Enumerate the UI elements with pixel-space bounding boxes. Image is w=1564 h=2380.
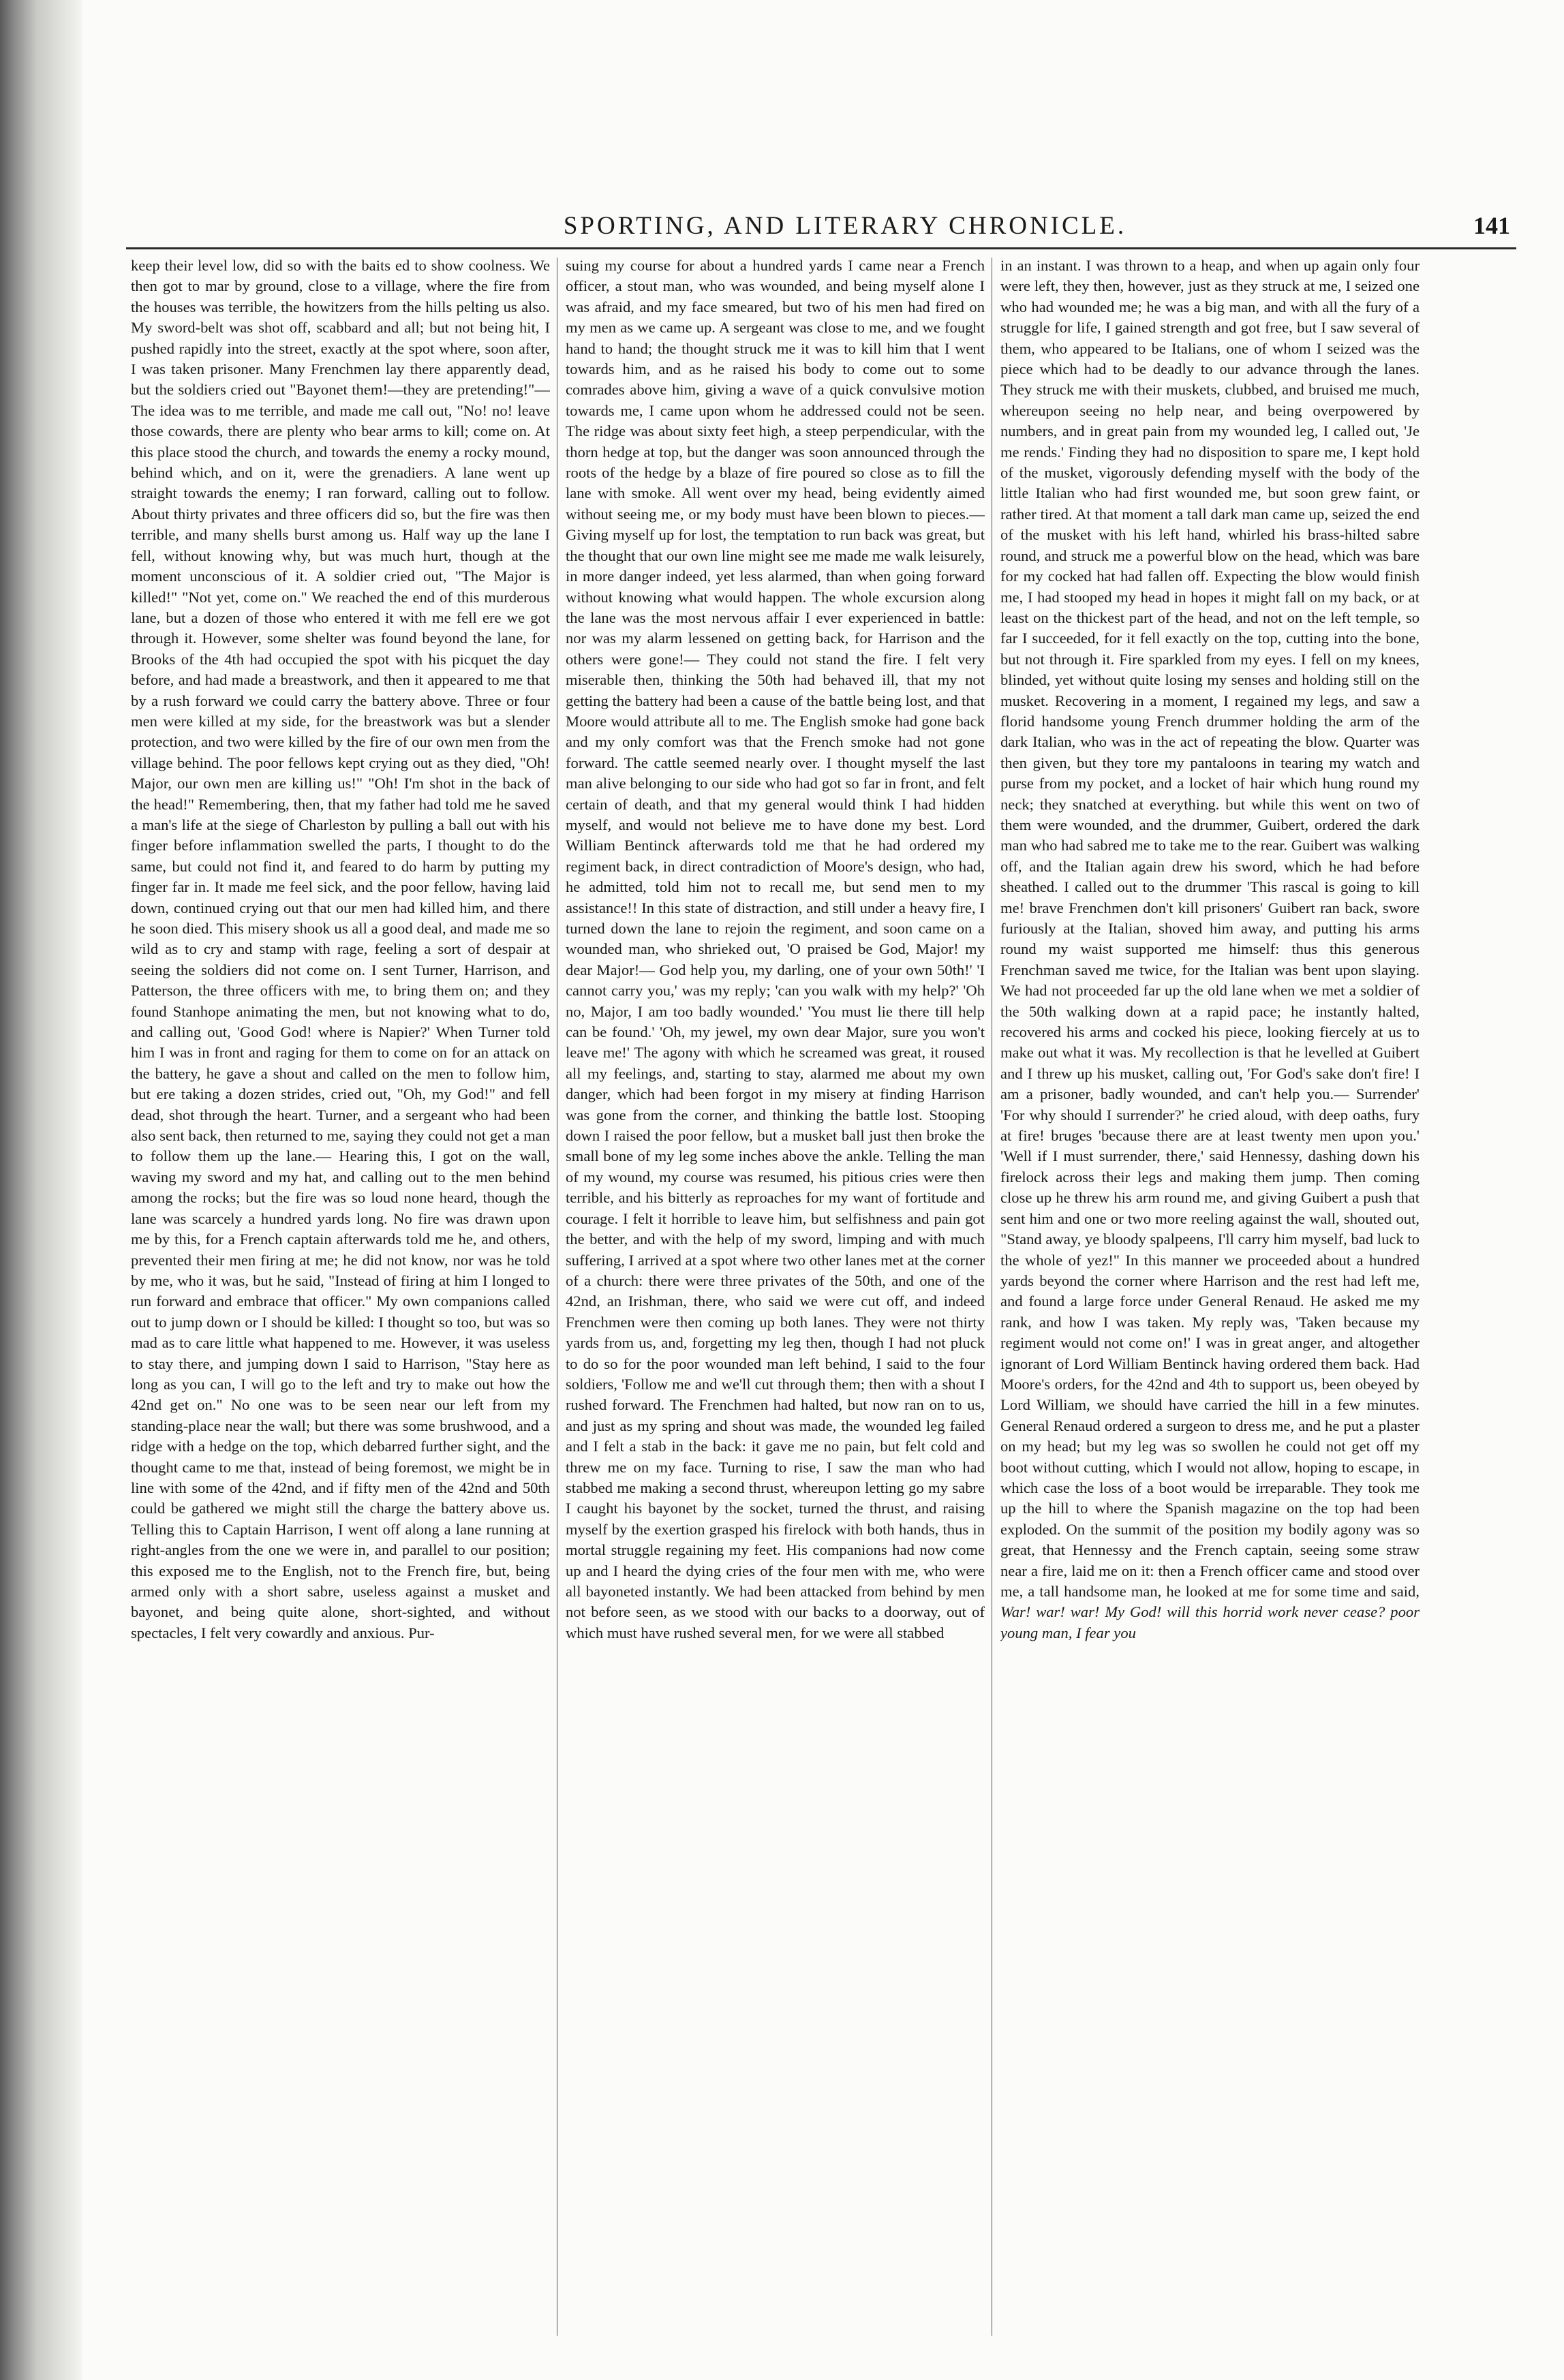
page-header [123,204,1520,245]
text-column-3 [1000,256,1420,2340]
column-3-body: in an instant. I was thrown to a heap, and when up again only four were left, they then, however, just as they struck at me, I seized one who had wounded me; he was a big man, and with all the fury of a struggle for life, I gained strength and got free, but I saw several of them, who appeared to be Italians, one of whom I seized was the piece which had to be deadly to our advance through the lanes. They struck me with their muskets, clubbed, and bruised me much, whereupon seeing no help near, and being overpowered by numbers, and in great pain from my wounded leg, I called out, 'Je me rends.' Finding they had no disposition to spare me, I kept hold of the musket, vigorously defending myself with the body of the little Italian who had first wounded me, but soon grew faint, or rather tired. At that moment a tall dark man came up, seized the end of the musket with his left hand, whirled his brass-hilted sabre round, and struck me a powerful blow on the head, which was bare for my cocked hat had fallen off. Expecting the blow would finish me, I had stooped my head in hopes it might fall on my back, or at least on the thickest part of the head, and not on the left temple, so far I succeeded, for it fell exactly on the top, cutting into the bone, but not through it. Fire sparkled from my eyes. I fell on my knees, blinded, yet without quite losing my senses and holding still on the musket. Recovering in a moment, I regained my legs, and saw a florid handsome young French drummer holding the arm of the dark Italian, who was in the act of repeating the blow. Quarter was then given, but they tore my pantaloons in tearing my watch and purse from my pocket, and a locket of hair which hung round my neck; they snatched at everything. but while this went on two of them were wounded, and the drummer, Guibert, ordered the dark man who had sabred me to take me to the rear. Guibert was walking off, and the Italian again drew his sword, which he had before sheathed. I called out to the drummer 'This rascal is going to kill me! brave Frenchmen don't kill prisoners' Guibert ran back, swore furiously at the Italian, shoved him away, and putting his arms round my waist supported me himself: thus this generous Frenchman saved me twice, for the Italian was bent upon slaying. We had not proceeded far up the old lane when we met a soldier of the 50th walking down at a rapid pace; he instantly halted, recovered his arms and cocked his piece, looking fiercely at us to make out what it was. My recollection is that he levelled at Guibert and I threw up his musket, calling out, 'For God's sake don't fire! I am a prisoner, badly wounded, and can't help you.— Surrender' 'For why should I surrender?' he cried aloud, with deep oaths, fury at fire! bruges 'because there are at least twenty men upon you.' 'Well if I must surrender, there,' said Hennessy, dashing down his firelock across their legs and making them jump. Then coming close up he threw his arm round me, and giving Guibert a push that sent him and one or two more reeling against the wall, shouted out, "Stand away, ye bloody spalpeens, I'll carry him myself, bad luck to the whole of yez!" In this manner we proceeded about a hundred yards beyond the corner where Harrison and the rest had left me, and found a large force under General Renaud. He asked me my rank, and how I was taken. My reply was, 'Taken because my regiment would not come on!' I was in great anger, and altogether ignorant of Lord William Bentinck having ordered them back. Had Moore's orders, for the 42nd and 4th to support us, been obeyed by Lord William, we should have carried the hill in a few minutes. General Renaud ordered a surgeon to dress me, and he put a plaster on my head; but my leg was so swollen he could not get off my boot without cutting, which I would not allow, hoping to escape, in which case the loss of a boot would be irreparable. They took me up the hill to where the Spanish magazine on the top had been exploded. On the summit of the position my bodily agony was so great, that Hennessy and the French captain, seeing some straw near a fire, laid me on it: then a French officer came and stood over me, a tall handsome man, he looked at me for some time and said, [1000,257,1420,1600]
column-1-text: keep their level low, did so with the baits ed to show coolness. We then got to mar by ground, close to a village, where the fire from the houses was terrible, the howitzers from the hills pelting us also. My sword-belt was shot off, scabbard and all; but not being hit, I pushed rapidly into the street, exactly at the spot where, soon after, I was taken prisoner. Many Frenchmen lay there apparently dead, but the soldiers cried out "Bayonet them!—they are pretending!"— The idea was to me terrible, and made me call out, "No! no! leave those cowards, there are plenty who bear arms to kill; come on. At this place stood the church, and towards the enemy a rocky mound, behind which, and on it, were the grenadiers. A lane went up straight towards the enemy; I ran forward, calling out to follow. About thirty privates and three officers did so, but the fire was then terrible, and many shells burst among us. Half way up the lane I fell, without knowing why, but was much hurt, though at the moment unconscious of it. A soldier cried out, "The Major is killed!" "Not yet, come on." We reached the end of this murderous lane, but a dozen of those who entered it with me fell ere we got through it. However, some shelter was found beyond the lane, for Brooks of the 4th had occupied the spot with his picquet the day before, and had made a breastwork, and then it appeared to me that by a rush forward we could carry the battery above. Three or four men were killed at my side, for the breastwork was but a slender protection, and two were killed by the fire of our own men from the village behind. The poor fellows kept crying out as they died, "Oh! Major, our own men are killing us!" "Oh! I'm shot in the back of the head!" Remembering, then, that my father had told me he saved a man's life at the siege of Charleston by pulling a ball out with his finger before inflammation swelled the parts, I thought to do the same, but could not find it, and feared to do harm by putting my finger far in. It made me feel sick, and the poor fellow, having laid down, continued crying out that our men had killed him, and there he soon died. This misery shook us all a good deal, and made me so wild as to cry and stamp with rage, feeling a sort of despair at seeing the soldiers did not come on. I sent Turner, Harrison, and Patterson, the three officers with me, to bring them on; and they found Stanhope animating the men, but not knowing what to do, and calling out, 'Good God! where is Napier?' When Turner told him I was in front and raging for them to come on for an attack on the battery, he gave a shout and called on the men to follow him, but ere taking a dozen strides, cried out, "Oh, my God!" and fell dead, shot through the heart. Turner, and a sergeant who had been also sent back, then returned to me, saying they could not get a man to follow them up the lane.— Hearing this, I got on the wall, waving my sword and my hat, and calling out to the men behind among the rocks; but the fire was so loud none heard, though the lane was scarcely a hundred yards long. No fire was drawn upon me by this, for a French captain afterwards told me he, and others, prevented their men firing at me; he did not know, nor was he told by me, who it was, but he said, "Instead of firing at him I longed to run forward and embrace that officer." My own companions called out to jump down or I should be killed: I thought so too, but was so mad as to care little what happened to me. However, it was useless to stay there, and jumping down I said to Harrison, "Stay here as long as you can, I will go to the left and try to make out how the 42nd get on." No one was to be seen near our left from my standing-place near the wall; but there was some brushwood, and a ridge with a hedge on the top, which debarred further sight, and the thought came to me that, instead of being foremost, we might be in line with some of the 42nd, and if fifty men of the 42nd and 50th could be gathered we might still the charge the battery above us. Telling this to Captain Harrison, I went off along a lane running at right-angles from the one we were in, and parallel to our position; this exposed me to the English, not to the French fire, but, being armed only with a short sabre, useless against a musket and bayonet, and being quite alone, short-sighted, and without spectacles, I felt very cowardly and anxious. Pur- [131,257,550,1641]
column-3-italic-tail: War! war! war! My God! will this horrid work never cease? poor young man, I fear you [1000,1603,1420,1641]
column-2-text: suing my course for about a hundred yards I came near a French officer, a stout man, who was wounded, and being myself alone I was afraid, and my face smeared, but two of his men had fired on my men as we came up. A sergeant was close to me, and we fought hand to hand; the thought struck me it was to kill him that I went towards him, and as he raised his body to come out to some comrades above him, giving a wave of a quick convulsive motion towards me, I came upon whom he addressed could not be seen. The ridge was about sixty feet high, a steep perpendicular, with the thorn hedge at top, but the danger was soon announced through the roots of the hedge by a blaze of fire poured so close as to fill the lane with smoke. All went over my head, being evidently aimed without seeing me, or my body must have been blown to pieces.— Giving myself up for lost, the temptation to run back was great, but the thought that our own line might see me made me walk leisurely, in more danger indeed, yet less alarmed, than when going forward without knowing what would happen. The whole excursion along the lane was the most nervous affair I ever experienced in battle: nor was my alarm lessened on getting back, for Harrison and the others were gone!— They could not stand the fire. I felt very miserable then, thinking the 50th had behaved ill, that my not getting the battery had been a cause of the battle being lost, and that Moore would attribute all to me. The English smoke had gone back and my only comfort was that the French smoke had not gone forward. The cattle seemed nearly over. I thought myself the last man alive belonging to our side who had got so far in front, and felt certain of death, and that my general would think I had hidden myself, and would not believe me to have done my best. Lord William Bentinck afterwards told me that he had ordered my regiment back, in direct contradiction of Moore's design, who had, he admitted, told him not to recall me, but send men to my assistance!! In this state of distraction, and still under a heavy fire, I turned down the lane to rejoin the regiment, and soon came on a wounded man, who shrieked out, 'O praised be God, Major! my dear Major!— God help you, my darling, one of your own 50th!' 'I cannot carry you,' was my reply; 'can you walk with my help?' 'Oh no, Major, I am too badly wounded.' 'You must lie there till help can be found.' 'Oh, my jewel, my own dear Major, sure you won't leave me!' The agony with which he screamed was great, it roused all my feelings, and, starting to stay, alarmed me about my own danger, which had been forgot in my misery at finding Harrison was gone from the corner, and thinking the battle lost. Stooping down I raised the poor fellow, but a musket ball just then broke the small bone of my leg some inches above the ankle. Telling the man of my wound, my course was resumed, his pitious cries were then terrible, and his bitterly as reproaches for my want of fortitude and courage. I felt it horrible to leave him, but selfishness and pain got the better, and with the help of my sword, limping and with much suffering, I arrived at a spot where two other lanes met at the corner of a church: there were three privates of the 50th, and one of the 42nd, an Irishman, there, who said we were cut off, and indeed Frenchmen were then coming up both lanes. They were not thirty yards from us, and, forgetting my leg then, though I had not pluck to do so for the poor wounded man left behind, I said to the four soldiers, 'Follow me and we'll cut through them; then with a shout I rushed forward. The Frenchmen had halted, but now ran on to us, and just as my spring and shout was made, the wounded leg failed and I felt a stab in the back: it gave me no pain, but felt cold and threw me on my face. Turning to rise, I saw the man who had stabbed me making a second thrust, whereupon letting go my sabre I caught his bayonet by the socket, turned the thrust, and raising myself by the exertion grasped his firelock with both hands, thus in mortal struggle regaining my feet. His companions had now come up and I heard the dying cries of the four men with me, who were all bayoneted instantly. We had been attacked from behind by men not before seen, as we stood with our backs to a doorway, out of which must have rushed several men, for we were all stabbed [566,257,985,1641]
page-number: 141 [1473,212,1510,239]
binding-shadow [0,0,82,2380]
text-column-1 [131,256,550,2340]
text-column-2 [566,256,985,2340]
header-rule [126,247,1516,249]
column-3-text [1000,256,1420,1643]
running-title: SPORTING, AND LITERARY CHRONICLE. [563,212,1127,240]
